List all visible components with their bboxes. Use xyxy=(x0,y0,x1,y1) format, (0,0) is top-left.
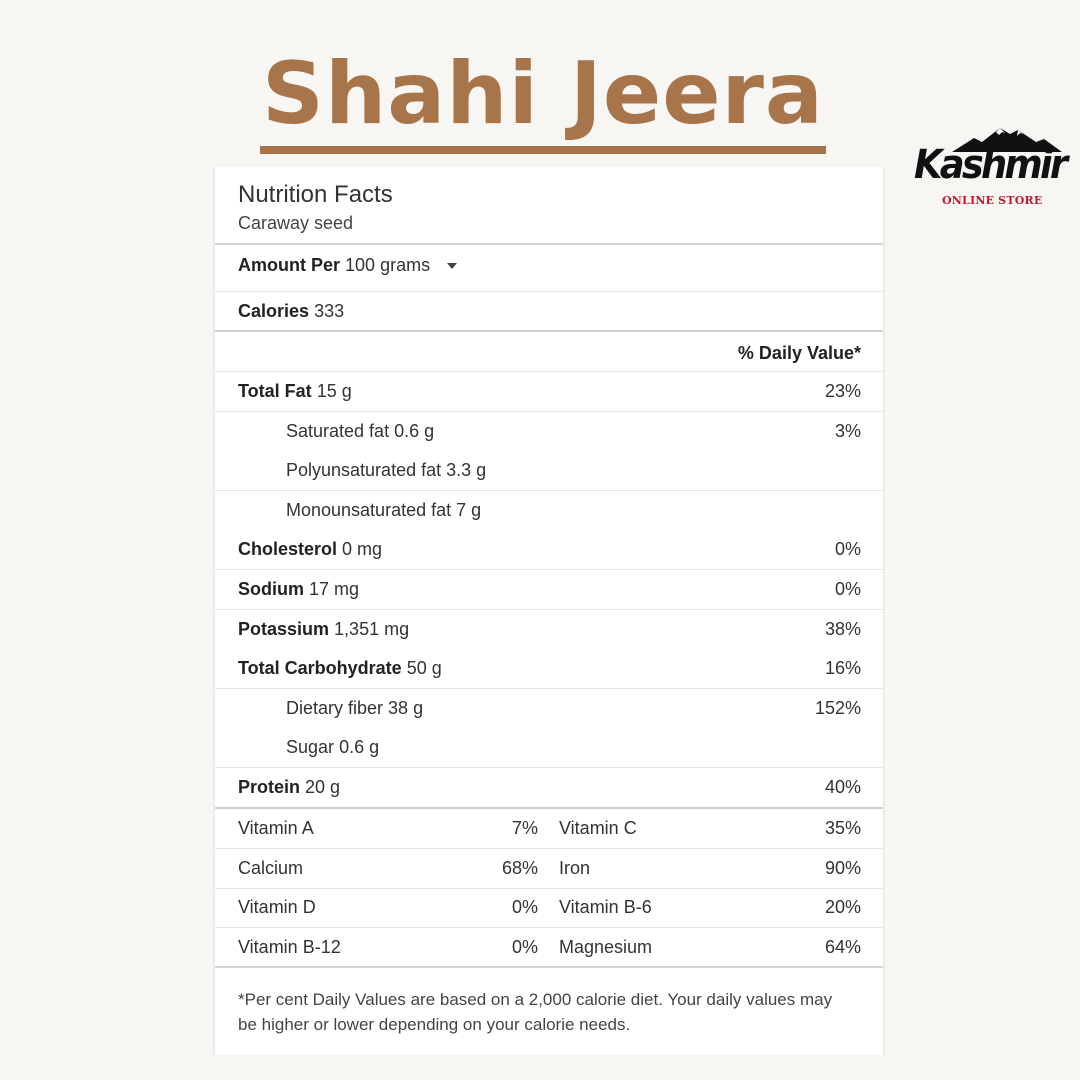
nutrient-label-group xyxy=(286,460,486,481)
nutrient-row xyxy=(215,689,883,729)
nutrient-daily-value: 0% xyxy=(834,579,861,599)
page-title: Shahi Jeera xyxy=(260,44,826,154)
calories-label: Calories xyxy=(238,301,310,321)
vitamin-percent: 7% xyxy=(511,818,538,838)
nutrient-daily-value: 38% xyxy=(824,618,861,639)
amount-label: Amount Per xyxy=(238,255,341,275)
nutrient-row xyxy=(215,728,883,768)
vitamin-name: Vitamin C xyxy=(559,818,637,838)
nutrient-amount: 0 mg xyxy=(342,539,383,560)
amount-per-row[interactable] xyxy=(215,245,883,292)
vitamin-percent: 0% xyxy=(511,936,538,957)
nutrition-heading: Nutrition Facts xyxy=(238,181,393,208)
vitamin-row xyxy=(215,849,883,889)
nutrient-name: Potassium xyxy=(238,618,330,639)
vitamin-row xyxy=(215,888,883,928)
daily-value-header-row xyxy=(215,332,883,372)
vitamin-percent: 35% xyxy=(824,818,861,838)
vitamin-percent: 68% xyxy=(501,857,538,878)
vitamin-name: Vitamin A xyxy=(238,818,314,838)
brand-logo xyxy=(914,124,1066,214)
vitamin-name: Vitamin B-12 xyxy=(238,936,341,957)
vitamin-name: Iron xyxy=(559,857,591,878)
nutrient-row xyxy=(215,649,883,689)
nutrient-name: Sodium xyxy=(238,579,304,599)
nutrient-daily-value: 40% xyxy=(824,777,861,797)
nutrient-name: Polyunsaturated fat xyxy=(286,460,442,481)
nutrient-name: Protein xyxy=(238,777,301,797)
vitamin-row xyxy=(215,928,883,968)
nutrient-daily-value: 0% xyxy=(834,539,861,560)
nutrient-amount: 38 g xyxy=(388,697,424,718)
nutrient-label-group xyxy=(238,777,340,798)
nutrient-amount: 0.6 g xyxy=(339,737,380,758)
nutrient-name: Monounsaturated fat xyxy=(286,499,452,520)
nutrient-row xyxy=(215,412,883,452)
nutrient-amount: 50 g xyxy=(406,658,442,679)
nutrient-row xyxy=(215,530,883,570)
nutrient-name: Dietary fiber xyxy=(286,697,384,718)
nutrient-daily-value: 23% xyxy=(824,381,861,401)
nutrient-name: Total Fat xyxy=(238,381,312,401)
vitamin-percent: 20% xyxy=(824,897,861,918)
nutrient-name: Sugar xyxy=(286,737,335,758)
nutrient-label-group xyxy=(238,579,359,600)
nutrient-daily-value: 3% xyxy=(834,420,861,441)
vitamin-name: Vitamin B-6 xyxy=(559,897,652,918)
nutrient-row xyxy=(215,570,883,610)
chevron-down-icon[interactable] xyxy=(447,263,457,269)
vitamin-name: Calcium xyxy=(238,857,304,878)
footnote: *Per cent Daily Values are based on a 2,000 calorie diet. Your daily values may be higher or lower depending on your calorie needs. xyxy=(238,990,833,1034)
vitamin-name: Magnesium xyxy=(559,936,653,957)
calories-row xyxy=(215,292,883,332)
nutrient-amount: 17 mg xyxy=(309,579,360,599)
nutrient-label-group xyxy=(238,539,382,560)
vitamin-percent: 0% xyxy=(511,897,538,918)
nutrient-amount: 1,351 mg xyxy=(334,618,410,639)
nutrient-label-group xyxy=(238,619,409,640)
nutrient-amount: 7 g xyxy=(456,499,482,520)
nutrient-name: Total Carbohydrate xyxy=(238,658,402,679)
nutrient-label-group xyxy=(286,737,379,758)
nutrient-amount: 0.6 g xyxy=(394,420,435,441)
vitamin-percent: 64% xyxy=(824,936,861,957)
nutrient-row xyxy=(215,491,883,531)
nutrient-amount: 20 g xyxy=(305,777,341,797)
nutrition-header xyxy=(215,167,883,245)
nutrition-facts-card xyxy=(213,167,885,1055)
vitamin-name: Vitamin D xyxy=(238,897,316,918)
logo-wordmark: Kashmir xyxy=(914,142,1066,188)
footnote-divider xyxy=(215,966,883,968)
nutrient-name: Saturated fat xyxy=(286,420,390,441)
nutrient-label-group xyxy=(238,658,442,679)
nutrient-row xyxy=(215,768,883,809)
nutrient-row xyxy=(215,372,883,412)
nutrient-row xyxy=(215,451,883,491)
nutrient-amount: 15 g xyxy=(316,381,352,401)
daily-value-header: % Daily Value* xyxy=(737,343,861,363)
nutrient-daily-value: 16% xyxy=(824,658,861,679)
logo-tagline: ONLINE STORE xyxy=(942,194,1043,207)
nutrient-label-group xyxy=(286,421,434,442)
food-name: Caraway seed xyxy=(238,213,354,233)
vitamin-row xyxy=(215,809,883,849)
calories-value: 333 xyxy=(314,301,345,321)
nutrient-label-group xyxy=(286,698,423,719)
nutrient-row xyxy=(215,610,883,650)
nutrient-label-group xyxy=(238,381,352,402)
nutrient-daily-value: 152% xyxy=(814,697,861,718)
nutrient-amount: 3.3 g xyxy=(446,460,487,481)
nutrient-label-group xyxy=(286,500,481,521)
nutrient-name: Cholesterol xyxy=(238,539,338,560)
vitamin-percent: 90% xyxy=(824,857,861,878)
serving-select[interactable]: 100 grams xyxy=(345,255,431,275)
